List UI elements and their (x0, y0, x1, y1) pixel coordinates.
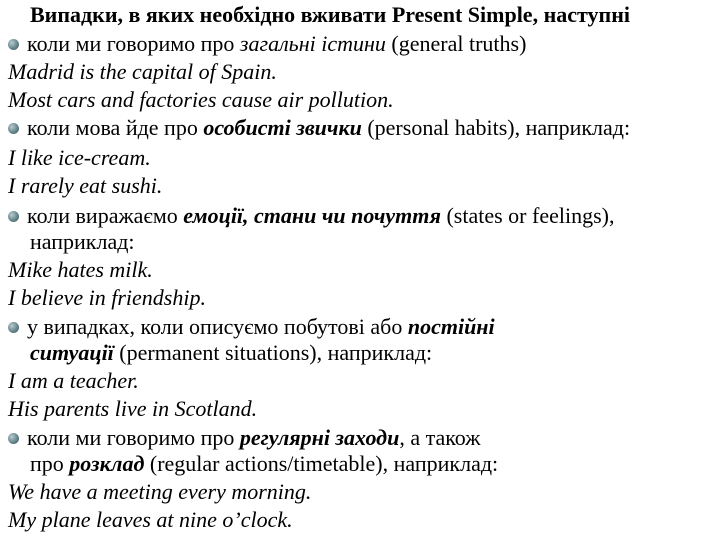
bullet-personal-habits (8, 114, 630, 141)
example-line: I rarely eat sushi. (8, 173, 163, 198)
example-line: I believe in friendship. (8, 285, 206, 310)
example-line: I like ice-cream. (8, 145, 151, 170)
bullet-text: коли ми говоримо про загальні істини (general truths) (27, 31, 527, 56)
example-line: Most cars and factories cause air pollution. (8, 87, 394, 112)
bullet-permanent-situations (8, 313, 495, 340)
slide-title: Випадки, в яких необхідно вживати Present Simple, наступні (30, 2, 630, 27)
bullet-text: у випадках, коли описуємо побутові або постійні (27, 314, 495, 339)
bullet-icon (8, 211, 19, 222)
bullet-continuation: наприклад: (30, 229, 135, 254)
bullet-continuation: ситуації (permanent situations), наприклад: (30, 340, 433, 365)
bullet-regular-actions (8, 424, 480, 451)
example-line: Madrid is the capital of Spain. (8, 59, 277, 84)
example-line: His parents live in Scotland. (8, 396, 258, 421)
example-line: I am a teacher. (8, 368, 139, 393)
bullet-states-feelings (8, 202, 614, 229)
example-line: We have a meeting every morning. (8, 479, 312, 504)
bullet-text: коли виражаємо емоції, стани чи почуття (states or feelings), (27, 203, 615, 228)
example-line: My plane leaves at nine o’clock. (8, 507, 293, 532)
example-line: Mike hates milk. (8, 257, 153, 282)
bullet-icon (8, 123, 19, 134)
bullet-text: коли ми говоримо про регулярні заходи, а також (27, 425, 481, 450)
bullet-general-truths (8, 30, 526, 57)
bullet-icon (8, 433, 19, 444)
bullet-text: коли мова йде про особисті звички (personal habits), наприклад: (27, 115, 631, 140)
bullet-icon (8, 322, 19, 333)
bullet-continuation: про розклад (regular actions/timetable), наприклад: (30, 451, 499, 476)
bullet-icon (8, 39, 19, 50)
